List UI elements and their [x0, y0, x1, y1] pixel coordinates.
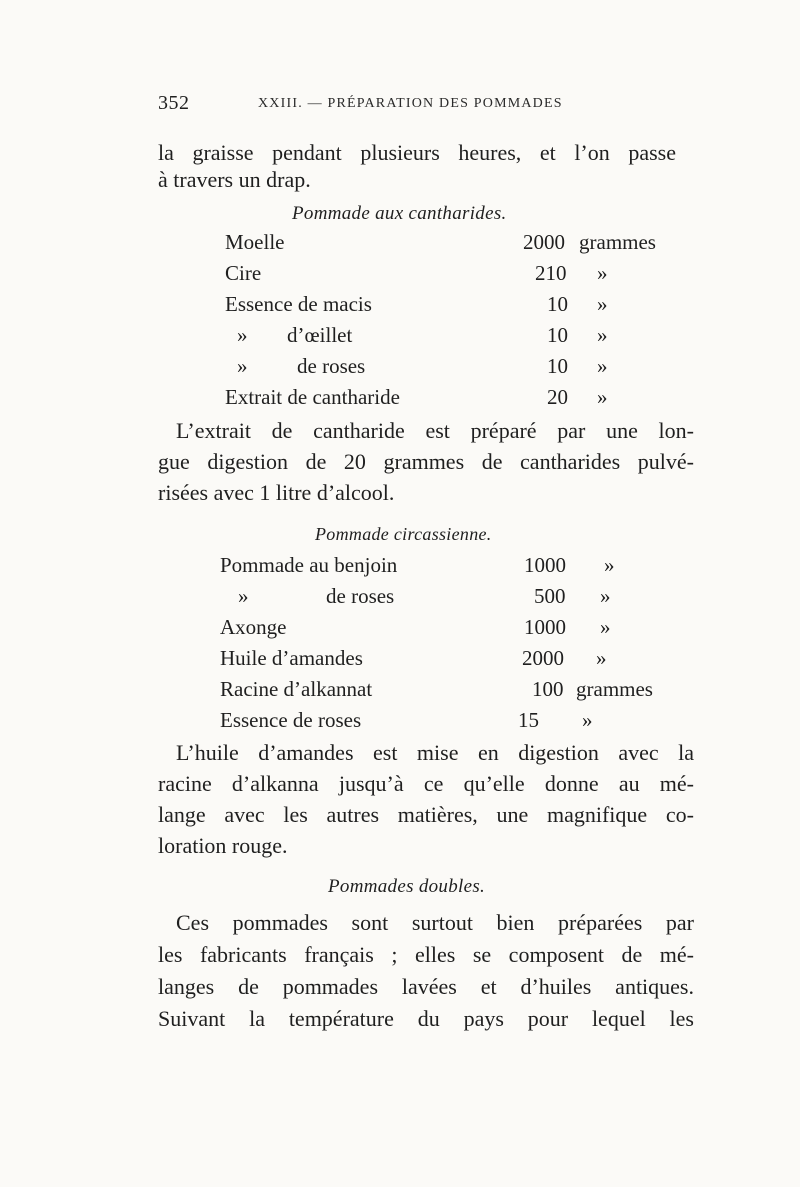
- unit: »: [597, 323, 608, 347]
- ditto-mark: »: [237, 354, 248, 378]
- intro-line-1: la graisse pendant plusieurs heures, et l’on passe: [158, 140, 676, 165]
- section-3-line-2: les fabricants français ; elles se composent de mé-: [158, 942, 694, 967]
- unit: »: [604, 553, 615, 577]
- ingredient: Moelle: [225, 230, 285, 254]
- unit: »: [582, 708, 593, 732]
- recipe-1-title: Pommade aux cantharides.: [292, 203, 507, 224]
- unit: »: [597, 354, 608, 378]
- ingredient: Essence de macis: [225, 292, 372, 316]
- ingredient: Cire: [225, 261, 262, 285]
- unit: »: [596, 646, 607, 670]
- recipe-2-note-line-4: loration rouge.: [158, 833, 288, 858]
- section-3-line-1: Ces pommades sont surtout bien préparées par: [176, 910, 694, 935]
- running-head: XXIII. — PRÉPARATION DES POMMADES: [258, 96, 563, 111]
- unit: »: [597, 261, 608, 285]
- ingredient-sub: d’œillet: [287, 323, 353, 347]
- quantity: 10: [547, 323, 568, 347]
- page-number: 352: [158, 92, 190, 114]
- quantity: 500: [534, 584, 566, 608]
- recipe-2-note-line-1: L’huile d’amandes est mise en digestion avec la: [176, 740, 694, 765]
- intro-line-2: à travers un drap.: [158, 167, 311, 192]
- quantity: 10: [547, 292, 568, 316]
- quantity: 1000: [524, 615, 566, 639]
- ingredient: Racine d’alkannat: [220, 677, 373, 701]
- ingredient: Essence de roses: [220, 708, 362, 732]
- quantity: 2000: [523, 230, 565, 254]
- unit: grammes: [576, 677, 653, 701]
- quantity: 2000: [522, 646, 564, 670]
- unit: »: [597, 385, 608, 409]
- section-3-title: Pommades doubles.: [328, 876, 486, 897]
- quantity: 100: [532, 677, 564, 701]
- quantity: 15: [518, 708, 539, 732]
- quantity: 1000: [524, 553, 566, 577]
- ingredient-sub: de roses: [297, 354, 366, 378]
- recipe-2-title: Pommade circassienne.: [315, 524, 492, 544]
- recipe-1-note-line-2: gue digestion de 20 grammes de cantharides pulvé-: [158, 449, 694, 474]
- ingredient: Huile d’amandes: [220, 646, 363, 670]
- recipe-1-note-line-1: L’extrait de cantharide est préparé par une lon-: [176, 418, 694, 443]
- recipe-1-note-line-3: risées avec 1 litre d’alcool.: [158, 480, 395, 505]
- quantity: 20: [547, 385, 568, 409]
- quantity: 210: [535, 261, 567, 285]
- section-3-line-3: langes de pommades lavées et d’huiles antiques.: [158, 974, 694, 999]
- ingredient: Pommade au benjoin: [220, 553, 398, 577]
- ingredient: Extrait de cantharide: [225, 385, 400, 409]
- section-3-line-4: Suivant la température du pays pour lequel les: [158, 1006, 694, 1031]
- ingredient: Axonge: [220, 615, 287, 639]
- ditto-mark: »: [238, 584, 249, 608]
- page-header: [158, 92, 588, 116]
- unit: »: [600, 615, 611, 639]
- unit: »: [597, 292, 608, 316]
- quantity: 10: [547, 354, 568, 378]
- unit: grammes: [579, 230, 656, 254]
- unit: »: [600, 584, 611, 608]
- recipe-2-note-line-3: lange avec les autres matières, une magnifique co-: [158, 802, 694, 827]
- ingredient-sub: de roses: [326, 584, 395, 608]
- ditto-mark: »: [237, 323, 248, 347]
- recipe-2-note-line-2: racine d’alkanna jusqu’à ce qu’elle donne au mé-: [158, 771, 694, 796]
